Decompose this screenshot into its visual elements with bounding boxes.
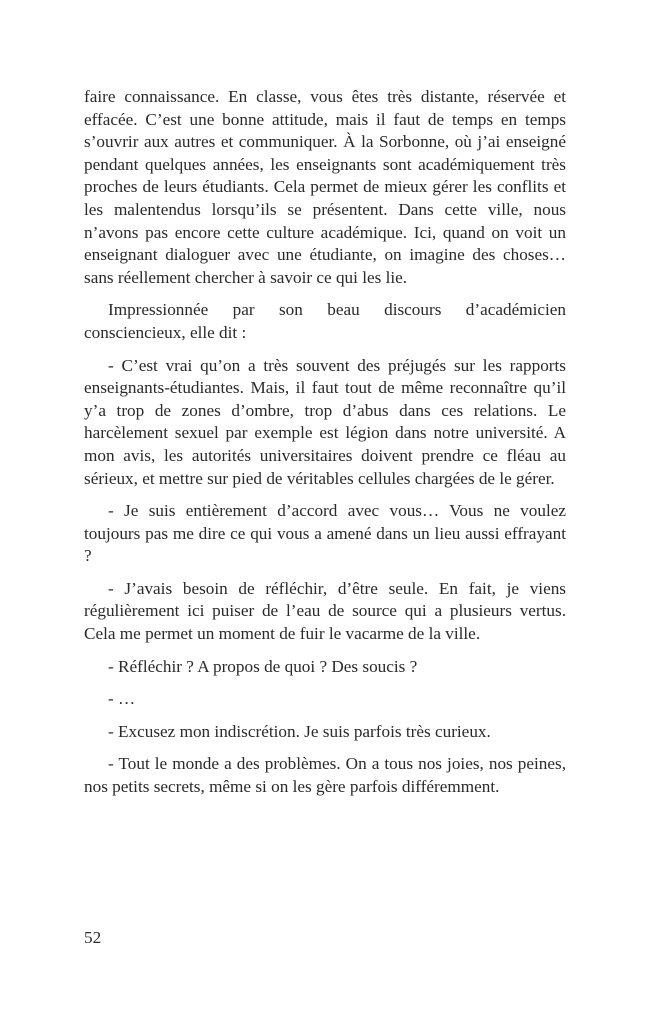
page-number: 52: [84, 928, 102, 947]
paragraph: - …: [108, 689, 136, 709]
paragraph: - C’est vrai qu’on a très souvent des préjugés sur les rapports enseignants-étudiantes. Mais, il faut tout de même reconnaître qu’il y’a trop de zones d’ombre, trop d’abus dans ces relations. Le harcèlement sexuel par exemple est légion dans notre université. A mon avis, les autorités universitaires doivent prendre ce fléau au sérieux, et mettre sur pied de véritables cellules chargées de le gérer.: [84, 355, 566, 488]
paragraph: - Réfléchir ? A propos de quoi ? Des soucis ?: [108, 656, 418, 676]
page-body: [84, 86, 566, 809]
paragraph: Impressionnée par son beau discours d’académicien consciencieux, elle dit :: [84, 300, 566, 342]
paragraph: faire connaissance. En classe, vous êtes très distante, réservée et effacée. C’est une bonne attitude, mais il faut de temps en temps s’ouvrir aux autres et communiquer. À la Sorbonne, où j’ai enseigné pendant quelques années, les enseignants sont académiquement très proches de leurs étudiants. Cela permet de mieux gérer les conflits et les malentendus lorsqu’ils se présentent. Dans cette ville, nous n’avons pas encore cette culture académique. Ici, quand on voit un enseignant dialoguer avec une étudiante, on imagine des choses… sans réellement chercher à savoir ce qui les lie.: [84, 87, 566, 287]
paragraph: - Je suis entièrement d’accord avec vous… Vous ne voulez toujours pas me dire ce qui vous a amené dans un lieu aussi effrayant ?: [84, 501, 566, 566]
paragraph: - J’avais besoin de réfléchir, d’être seule. En fait, je viens régulièrement ici puiser de l’eau de source qui a plusieurs vertus. Cela me permet un moment de fuir le vacarme de la ville.: [84, 578, 566, 644]
paragraph: - Tout le monde a des problèmes. On a tous nos joies, nos peines, nos petits secrets, même si on les gère parfois différemment.: [84, 754, 566, 797]
paragraph: - Excusez mon indiscrétion. Je suis parfois très curieux.: [108, 721, 491, 741]
